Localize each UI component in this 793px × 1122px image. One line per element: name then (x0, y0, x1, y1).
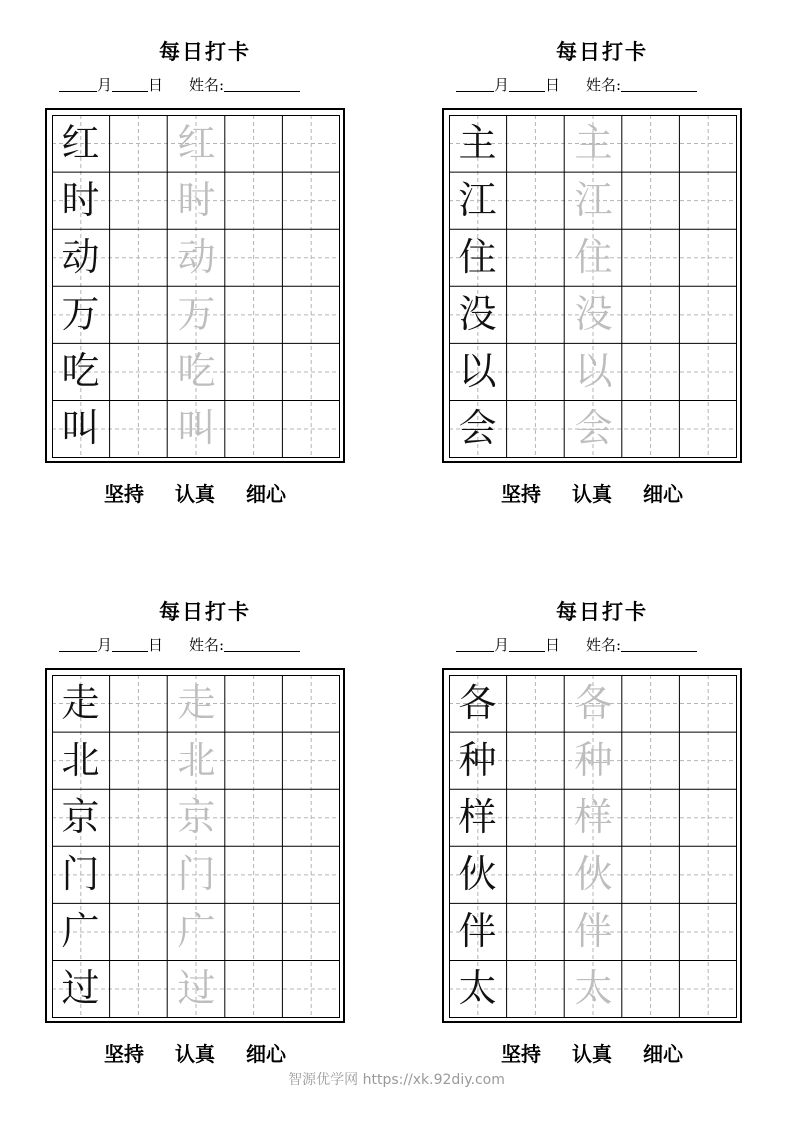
writing-grid-frame (45, 668, 345, 1023)
trace-character: 伴 (574, 909, 613, 953)
writing-grid-frame (442, 668, 742, 1023)
day-blank[interactable] (112, 75, 148, 92)
motto-word: 坚持 (501, 482, 542, 506)
model-character: 京 (61, 795, 100, 839)
grid-row (52, 789, 340, 846)
model-character: 门 (61, 852, 100, 896)
trace-character: 江 (574, 178, 613, 222)
trace-character: 叫 (177, 406, 216, 450)
grid-row (449, 903, 737, 960)
trace-character: 会 (574, 406, 613, 450)
trace-character: 时 (177, 178, 216, 222)
writing-grid-frame (442, 108, 742, 463)
model-character: 以 (458, 349, 497, 393)
grid-row (52, 675, 340, 732)
trace-character: 京 (177, 795, 216, 839)
trace-character: 伙 (574, 852, 613, 896)
name-blank[interactable] (621, 635, 697, 652)
grid-row (52, 732, 340, 789)
month-blank[interactable] (456, 635, 494, 652)
trace-character: 太 (574, 966, 613, 1010)
model-character: 江 (458, 178, 497, 222)
card-title: 每日打卡 (159, 39, 251, 64)
month-label: 月 (97, 636, 113, 654)
name-blank[interactable] (224, 635, 300, 652)
date-name-line (456, 74, 756, 98)
grid-row (52, 846, 340, 903)
name-label: 姓名: (586, 636, 622, 654)
model-character: 红 (61, 121, 100, 165)
trace-character: 样 (574, 795, 613, 839)
motto-word: 细心 (642, 482, 683, 506)
trace-character: 广 (177, 909, 216, 953)
checkin-card-1 (45, 4, 365, 506)
motto-word: 坚持 (104, 482, 145, 506)
day-blank[interactable] (112, 635, 148, 652)
motto-word: 细心 (245, 1042, 286, 1066)
model-character: 北 (61, 738, 100, 782)
model-character: 伙 (458, 852, 497, 896)
grid-row (449, 343, 737, 400)
motto-word: 认真 (175, 482, 215, 506)
day-blank[interactable] (509, 75, 545, 92)
grid-row (52, 115, 340, 172)
grid-row (52, 960, 340, 1017)
grid-row (449, 960, 737, 1017)
trace-character: 门 (177, 852, 216, 896)
trace-character: 以 (574, 349, 613, 393)
model-character: 种 (458, 738, 497, 782)
model-character: 主 (458, 121, 497, 165)
motto-word: 坚持 (104, 1042, 145, 1066)
checkin-card-3 (45, 564, 365, 1066)
model-character: 会 (458, 406, 497, 450)
day-label: 日 (545, 636, 561, 654)
model-character: 万 (61, 292, 100, 336)
month-blank[interactable] (456, 75, 494, 92)
model-character: 各 (458, 681, 497, 725)
writing-grid (449, 115, 737, 458)
month-blank[interactable] (59, 635, 97, 652)
grid-row (449, 846, 737, 903)
grid-row (52, 903, 340, 960)
date-name-line (59, 634, 359, 658)
grid-row (52, 343, 340, 400)
grid-row (449, 732, 737, 789)
date-name-line (59, 74, 359, 98)
motto-word: 坚持 (501, 1042, 542, 1066)
model-character: 动 (61, 235, 100, 279)
name-label: 姓名: (189, 76, 225, 94)
month-blank[interactable] (59, 75, 97, 92)
motto (442, 478, 742, 507)
card-title: 每日打卡 (159, 599, 251, 624)
writing-grid (449, 675, 737, 1018)
model-character: 样 (458, 795, 497, 839)
month-label: 月 (494, 76, 510, 94)
trace-character: 北 (177, 738, 216, 782)
grid-row (449, 400, 737, 457)
checkin-card-4 (442, 564, 762, 1066)
grid-row (449, 172, 737, 229)
motto-word: 细心 (642, 1042, 683, 1066)
model-character: 走 (61, 681, 100, 725)
trace-character: 各 (574, 681, 613, 725)
name-blank[interactable] (224, 75, 300, 92)
writing-grid-frame (45, 108, 345, 463)
trace-character: 吃 (177, 349, 216, 393)
trace-character: 万 (177, 292, 216, 336)
model-character: 广 (61, 909, 100, 953)
trace-character: 主 (574, 121, 613, 165)
trace-character: 红 (177, 121, 216, 165)
motto (442, 1038, 742, 1067)
day-label: 日 (545, 76, 561, 94)
grid-row (449, 789, 737, 846)
model-character: 叫 (61, 406, 100, 450)
grid-row (52, 229, 340, 286)
month-label: 月 (97, 76, 113, 94)
trace-character: 过 (177, 966, 216, 1010)
grid-row (449, 115, 737, 172)
card-title: 每日打卡 (556, 599, 648, 624)
grid-row (449, 286, 737, 343)
grid-row (52, 400, 340, 457)
grid-row (52, 172, 340, 229)
name-label: 姓名: (189, 636, 225, 654)
grid-row (52, 286, 340, 343)
day-label: 日 (148, 76, 164, 94)
motto-word: 细心 (245, 482, 286, 506)
day-blank[interactable] (509, 635, 545, 652)
motto-word: 认真 (572, 1042, 612, 1066)
date-name-line (456, 634, 756, 658)
footer-watermark: 智源优学网 https://xk.92diy.com (288, 1072, 505, 1088)
writing-grid (52, 675, 340, 1018)
model-character: 太 (458, 966, 497, 1010)
trace-character: 动 (177, 235, 216, 279)
checkin-card-2 (442, 4, 762, 506)
model-character: 吃 (61, 349, 100, 393)
card-title: 每日打卡 (556, 39, 648, 64)
model-character: 过 (61, 966, 100, 1010)
motto (45, 478, 345, 507)
month-label: 月 (494, 636, 510, 654)
model-character: 时 (61, 178, 100, 222)
grid-row (449, 675, 737, 732)
trace-character: 没 (574, 292, 613, 336)
motto-word: 认真 (175, 1042, 215, 1066)
name-blank[interactable] (621, 75, 697, 92)
trace-character: 住 (574, 235, 613, 279)
motto-word: 认真 (572, 482, 612, 506)
trace-character: 种 (574, 738, 613, 782)
day-label: 日 (148, 636, 164, 654)
grid-row (449, 229, 737, 286)
writing-grid (52, 115, 340, 458)
model-character: 住 (458, 235, 497, 279)
model-character: 没 (458, 292, 497, 336)
motto (45, 1038, 345, 1067)
name-label: 姓名: (586, 76, 622, 94)
trace-character: 走 (177, 681, 216, 725)
model-character: 伴 (458, 909, 497, 953)
